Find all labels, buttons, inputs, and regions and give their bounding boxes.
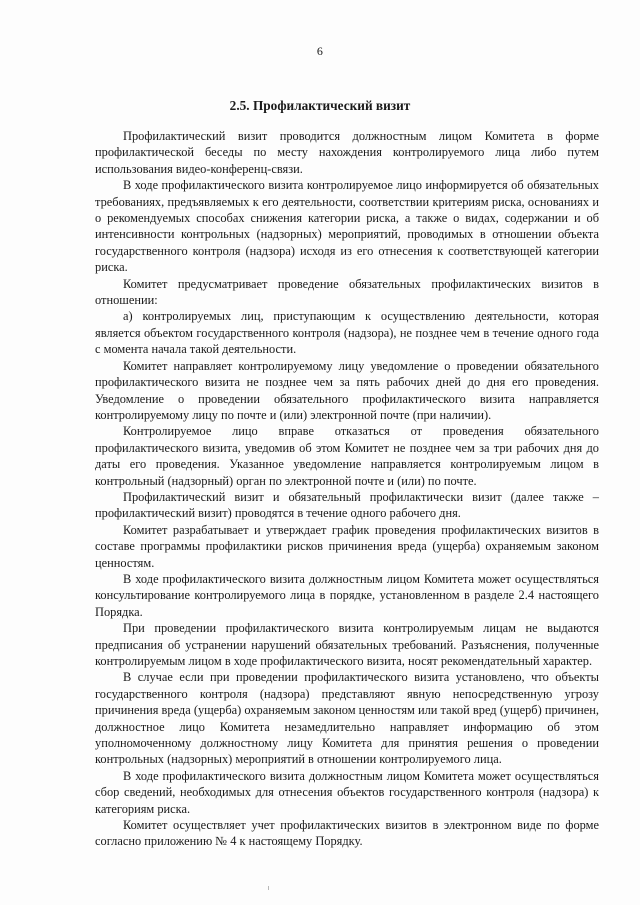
paragraph: а) контролируемых лиц, приступающим к осуществлению деятельности, которая является объектом государственного контроля (надзора), не позднее чем в течение одного года с момента начала такой деятельности. bbox=[95, 309, 599, 357]
paragraph: Профилактический визит и обязательный профилактически визит (далее также – профилактический визит) проводятся в течение одного рабочего дня. bbox=[95, 489, 599, 521]
section-body bbox=[95, 128, 599, 850]
scan-artifact bbox=[268, 886, 269, 890]
paragraph: В ходе профилактического визита контролируемое лицо информируется об обязательных требованиях, предъявляемых к его деятельности, соответствии критериям риска, основаниях и о рекомендуемых способах снижения категории риска, а также о видах, содержании и об интенсивности контрольных (надзорных) мероприятий, проводимых в отношении объекта государственного контроля (надзора) исходя из его отнесения к соответствующей категории риска. bbox=[95, 178, 599, 275]
page-number: 6 bbox=[316, 44, 324, 58]
paragraph: При проведении профилактического визита контролируемым лицам не выдаются предписания об устранении нарушений обязательных требований. Разъяснения, полученные контролируемым лицом в ходе профилактического визита, носят рекомендательный характер. bbox=[95, 621, 599, 668]
paragraph: Контролируемое лицо вправе отказаться от проведения обязательного профилактического визита, уведомив об этом Комитет не позднее чем за три рабочих дня до даты его проведения. Указанное уведомление направляется контролируемым лицом в контрольный (надзорный) орган по электронной почте и (или) по почте. bbox=[95, 424, 599, 488]
paragraph: В случае если при проведении профилактического визита установлено, что объекты государственного контроля (надзора) представляют явную непосредственную угрозу причинения вреда (ущерба) охраняемым законом ценностям или такой вред (ущерб) причинен, должностное лицо Комитета незамедлительно направляет информацию об этом уполномоченному должностному лицу Комитета для принятия решения о проведении контрольных (надзорных) мероприятий в отношении контролируемого лица. bbox=[95, 670, 599, 767]
paragraph: В ходе профилактического визита должностным лицом Комитета может осуществляться консультирование контролируемого лица в порядке, установленном в разделе 2.4 настоящего Порядка. bbox=[95, 571, 599, 619]
paragraph: В ходе профилактического визита должностным лицом Комитета может осуществляться сбор сведений, необходимых для отнесения объектов государственного контроля (надзора) к категориям риска. bbox=[95, 768, 599, 816]
paragraph: Комитет направляет контролируемому лицу уведомление о проведении обязательного профилактического визита не позднее чем за пять рабочих дней до дня его проведения. Уведомление о проведении обязательного профилактического визита направляется контролируемому лицу по почте и (или) электронной почте (при наличии). bbox=[95, 358, 599, 422]
paragraph: Комитет предусматривает проведение обязательных профилактических визитов в отношении: bbox=[95, 276, 599, 308]
paragraph: Профилактический визит проводится должностным лицом Комитета в форме профилактической беседы по месту нахождения контролируемого лица либо путем использования видео-конференц-связи. bbox=[95, 129, 599, 176]
section-heading: 2.5. Профилактический визит bbox=[229, 98, 411, 113]
paragraph: Комитет разрабатывает и утверждает график проведения профилактических визитов в составе программы профилактики рисков причинения вреда (ущерба) охраняемым законом ценностям. bbox=[95, 522, 599, 570]
paragraph: Комитет осуществляет учет профилактических визитов в электронном виде по форме согласно приложению № 4 к настоящему Порядку. bbox=[95, 818, 599, 849]
